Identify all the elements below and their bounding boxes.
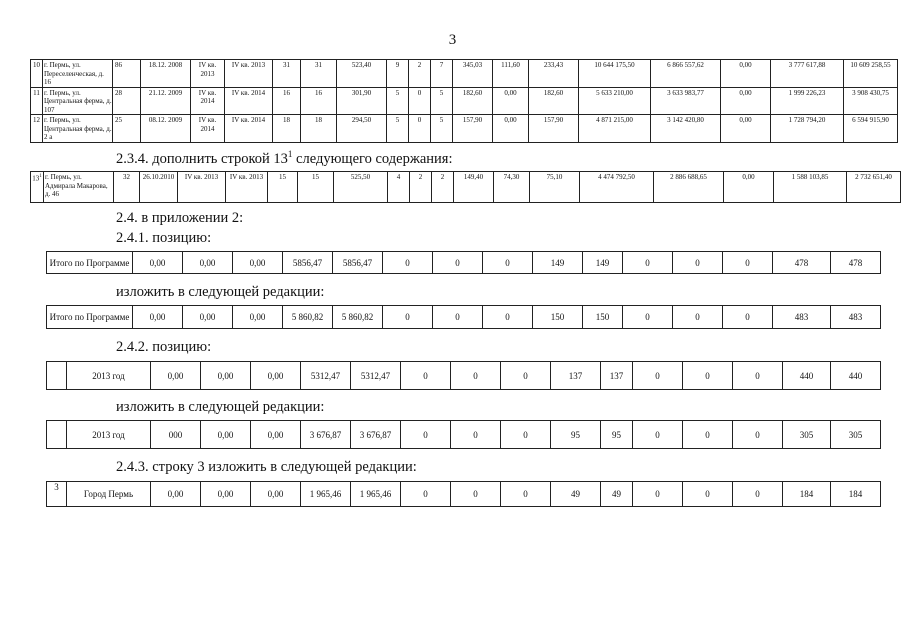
table-cell: 294,50 — [337, 115, 387, 143]
table-cell: 137 — [601, 362, 633, 390]
table-cell: 10 609 258,55 — [844, 60, 898, 88]
section-heading-2-4-2: 2.4.2. позицию: — [116, 339, 212, 355]
row-label: Город Пермь — [67, 482, 151, 507]
table-cell: 483 — [773, 306, 831, 329]
table-row — [47, 421, 881, 449]
table-cell: 0,00 — [201, 421, 251, 449]
housing-table-row-13-1 — [30, 171, 901, 203]
table-cell: 478 — [773, 252, 831, 274]
table-cell: 15 — [298, 172, 334, 203]
row-label: Итого по Программе — [47, 252, 133, 274]
row-number: 10 — [31, 60, 43, 88]
table-cell: 74,30 — [494, 172, 530, 203]
row-label: Итого по Программе — [47, 306, 133, 329]
table-cell: 0 — [733, 482, 783, 507]
table-cell: 75,10 — [530, 172, 580, 203]
table-cell: 0,00 — [201, 362, 251, 390]
table-cell: 1 588 103,85 — [774, 172, 847, 203]
table-cell: 149,40 — [454, 172, 494, 203]
program-total-row-new — [46, 305, 881, 329]
table-cell: 478 — [831, 252, 881, 274]
table-cell: 0 — [483, 252, 533, 274]
address-cell: г. Пермь, ул. Адмирала Макарова, д. 46 — [44, 172, 114, 203]
table-cell: 182,60 — [453, 87, 493, 115]
section-heading-new-edition: изложить в следующей редакции: — [116, 284, 325, 300]
table-cell: 0 — [683, 421, 733, 449]
table-cell: 5 860,82 — [333, 306, 383, 329]
table-cell: 0 — [683, 482, 733, 507]
table-cell: 3 777 617,88 — [771, 60, 844, 88]
section-heading-2-4: 2.4. в приложении 2: — [116, 210, 244, 226]
row-label: 2013 год — [67, 362, 151, 390]
table-cell: 1 728 794,20 — [771, 115, 844, 143]
table-cell: 0 — [451, 362, 501, 390]
table-cell: 182,60 — [529, 87, 579, 115]
table-cell: 0 — [733, 362, 783, 390]
section-heading-2-3-4: 2.3.4. дополнить строкой $13^1$ следующего содержания: — [116, 149, 453, 167]
table-cell: IV кв. 2013 — [178, 172, 226, 203]
table-cell: 28 — [113, 87, 141, 115]
table-cell: 31 — [273, 60, 301, 88]
table-cell: 10 644 175,50 — [579, 60, 651, 88]
section-heading-2-4-1: 2.4.1. позицию: — [116, 230, 212, 246]
table-cell: 345,03 — [453, 60, 493, 88]
table-cell: 157,90 — [529, 115, 579, 143]
row-label: 2013 год — [67, 421, 151, 449]
table-cell: IV кв. 2014 — [191, 115, 225, 143]
date-cell: 18.12. 2008 — [141, 60, 191, 88]
table-cell: 0 — [433, 252, 483, 274]
table-cell: 31 — [301, 60, 337, 88]
table-cell: 0,00 — [133, 252, 183, 274]
table-cell: 0,00 — [721, 87, 771, 115]
table-cell: 0 — [633, 362, 683, 390]
table-cell: 149 — [583, 252, 623, 274]
city-perm-row — [46, 481, 881, 507]
table-cell: 0,00 — [493, 115, 529, 143]
table-row — [47, 306, 881, 329]
table-cell: 0 — [409, 115, 431, 143]
row-number — [47, 421, 67, 449]
table-cell: 0 — [733, 421, 783, 449]
table-cell: 0 — [501, 421, 551, 449]
table-cell: 1 965,46 — [351, 482, 401, 507]
table-cell: 32 — [114, 172, 140, 203]
table-cell: 0,00 — [133, 306, 183, 329]
table-cell: 4 — [388, 172, 410, 203]
table-cell: 483 — [831, 306, 881, 329]
table-cell: 0 — [433, 306, 483, 329]
table-row — [47, 252, 881, 274]
table-cell: 5 — [431, 87, 453, 115]
table-cell: 149 — [533, 252, 583, 274]
table-cell: 49 — [551, 482, 601, 507]
table-cell: 525,50 — [334, 172, 388, 203]
table-cell: 0 — [501, 482, 551, 507]
table-cell: 5 — [431, 115, 453, 143]
table-cell: 4 871 215,00 — [579, 115, 651, 143]
table-cell: 0,00 — [183, 252, 233, 274]
table-cell: 0 — [633, 482, 683, 507]
date-cell: 26.10.2010 — [140, 172, 178, 203]
table-cell: 0 — [401, 482, 451, 507]
table-cell: IV кв. 2013 — [226, 172, 268, 203]
table-cell: 2 886 688,65 — [654, 172, 724, 203]
table-cell: 1 999 226,23 — [771, 87, 844, 115]
row-number: 11 — [31, 87, 43, 115]
table-cell: 440 — [831, 362, 881, 390]
table-cell: 150 — [583, 306, 623, 329]
table-cell: 000 — [151, 421, 201, 449]
table-cell: 137 — [551, 362, 601, 390]
table-cell: 0 — [409, 87, 431, 115]
table-cell: 0 — [451, 482, 501, 507]
table-cell: 0 — [723, 306, 773, 329]
table-cell: 0,00 — [251, 362, 301, 390]
table-cell: 9 — [387, 60, 409, 88]
table-cell: 18 — [273, 115, 301, 143]
table-cell: 5 633 210,00 — [579, 87, 651, 115]
table-cell: 95 — [601, 421, 633, 449]
table-cell: 111,60 — [493, 60, 529, 88]
table-cell: 184 — [831, 482, 881, 507]
table-cell: 3 908 430,75 — [844, 87, 898, 115]
table-cell: 3 676,87 — [351, 421, 401, 449]
table-cell: 2 — [409, 60, 431, 88]
table-row — [31, 87, 898, 115]
table-cell: 301,90 — [337, 87, 387, 115]
address-cell: г. Пермь, ул. Центральная ферма, д. 107 — [44, 88, 112, 114]
row-number: 12 — [31, 115, 43, 143]
table-cell: 0,00 — [251, 421, 301, 449]
housing-table-top — [30, 59, 898, 143]
table-cell: 0,00 — [233, 306, 283, 329]
table-row — [31, 115, 898, 143]
table-cell: 0,00 — [721, 115, 771, 143]
table-cell: 4 474 792,50 — [580, 172, 654, 203]
table-cell: 0 — [683, 362, 733, 390]
table-cell: 5856,47 — [283, 252, 333, 274]
year-2013-row-new — [46, 420, 881, 449]
table-cell: 0 — [633, 421, 683, 449]
table-cell: 0,00 — [251, 482, 301, 507]
table-cell: 5 860,82 — [283, 306, 333, 329]
table-row — [31, 60, 898, 88]
table-cell: 95 — [551, 421, 601, 449]
table-cell: 0 — [483, 306, 533, 329]
table-cell: 18 — [301, 115, 337, 143]
table-cell: 0 — [623, 252, 673, 274]
table-cell: 5312,47 — [351, 362, 401, 390]
table-cell: 184 — [783, 482, 831, 507]
table-cell: 0 — [501, 362, 551, 390]
table-cell: 0,00 — [493, 87, 529, 115]
section-heading-new-edition-2: изложить в следующей редакции: — [116, 399, 325, 415]
table-cell: 6 866 557,62 — [651, 60, 721, 88]
table-cell: 0,00 — [151, 362, 201, 390]
table-cell: 7 — [431, 60, 453, 88]
table-cell: 5 — [387, 87, 409, 115]
table-cell: 5856,47 — [333, 252, 383, 274]
table-cell: 0 — [673, 306, 723, 329]
table-cell: 0,00 — [233, 252, 283, 274]
table-cell: 15 — [268, 172, 298, 203]
table-cell: 0,00 — [724, 172, 774, 203]
table-cell: 49 — [601, 482, 633, 507]
row-number: 3 — [47, 482, 67, 507]
table-cell: IV кв. 2014 — [225, 87, 273, 115]
table-cell: 0 — [623, 306, 673, 329]
table-cell: 86 — [113, 60, 141, 88]
table-cell: IV кв. 2014 — [191, 87, 225, 115]
table-cell: 16 — [301, 87, 337, 115]
table-cell: 0,00 — [183, 306, 233, 329]
table-cell: 0 — [383, 252, 433, 274]
row-number — [47, 362, 67, 390]
table-cell: 0,00 — [721, 60, 771, 88]
table-cell: 3 633 983,77 — [651, 87, 721, 115]
table-cell: 2 — [410, 172, 432, 203]
table-row — [31, 172, 901, 203]
table-cell: 2 732 651,40 — [847, 172, 901, 203]
table-cell: 233,43 — [529, 60, 579, 88]
address-cell: г. Пермь, ул. Центральная ферма, д. 2 а — [44, 116, 112, 141]
row-number: $13^1$ — [31, 172, 44, 203]
table-cell: 0 — [383, 306, 433, 329]
table-cell: 0 — [723, 252, 773, 274]
table-cell: 6 594 915,90 — [844, 115, 898, 143]
table-cell: IV кв. 2014 — [225, 115, 273, 143]
table-cell: 25 — [113, 115, 141, 143]
table-cell: 523,40 — [337, 60, 387, 88]
year-2013-row-old — [46, 361, 881, 390]
address-cell: г. Пермь, ул. Переселенческая, д. 16 — [43, 60, 113, 88]
table-cell: 2 — [432, 172, 454, 203]
page-number: 3 — [448, 32, 457, 48]
table-cell: 0 — [401, 362, 451, 390]
table-row — [47, 362, 881, 390]
section-heading-2-4-3: 2.4.3. строку 3 изложить в следующей редакции: — [116, 459, 417, 475]
table-cell: 157,90 — [453, 115, 493, 143]
table-cell: 1 965,46 — [301, 482, 351, 507]
table-cell: 0,00 — [151, 482, 201, 507]
table-cell: 440 — [783, 362, 831, 390]
program-total-row-old — [46, 251, 881, 274]
date-cell: 21.12. 2009 — [141, 87, 191, 115]
table-cell: 0,00 — [201, 482, 251, 507]
table-cell: 0 — [451, 421, 501, 449]
table-cell: 305 — [783, 421, 831, 449]
table-cell: 305 — [831, 421, 881, 449]
table-cell: 0 — [673, 252, 723, 274]
table-cell: 3 142 420,80 — [651, 115, 721, 143]
table-cell: 150 — [533, 306, 583, 329]
table-cell: 3 676,87 — [301, 421, 351, 449]
table-cell: IV кв. 2013 — [225, 60, 273, 88]
table-cell: 16 — [273, 87, 301, 115]
table-cell: IV кв. 2013 — [191, 60, 225, 88]
table-row — [47, 482, 881, 507]
table-cell: 5 — [387, 115, 409, 143]
date-cell: 08.12. 2009 — [141, 115, 191, 143]
table-cell: 0 — [401, 421, 451, 449]
table-cell: 5312,47 — [301, 362, 351, 390]
